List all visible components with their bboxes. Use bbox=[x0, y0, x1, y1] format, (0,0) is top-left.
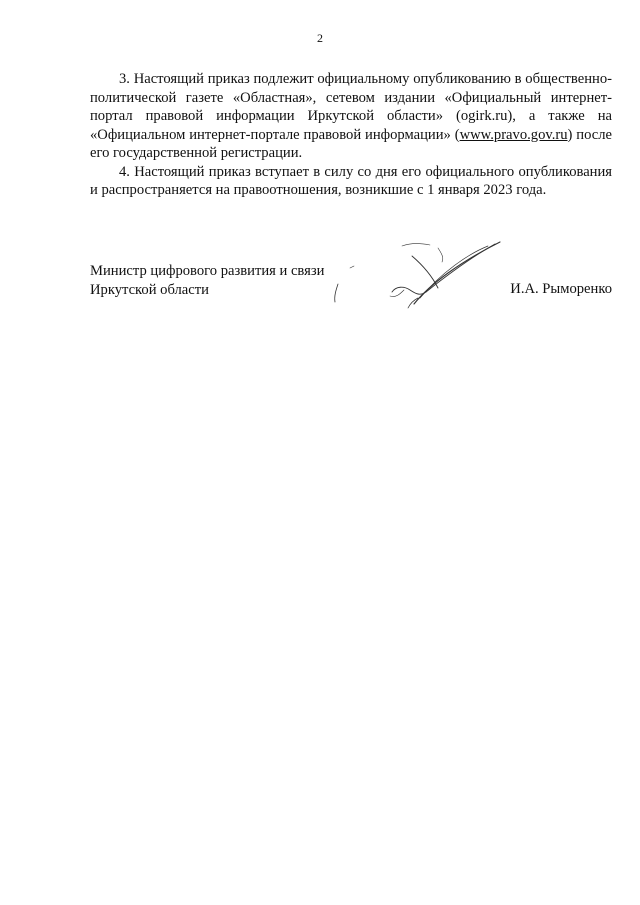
signatory-position bbox=[90, 262, 324, 299]
pravo-gov-link[interactable]: www.pravo.gov.ru bbox=[459, 126, 568, 143]
document-body bbox=[90, 70, 612, 200]
paragraph-4: 4. Настоящий приказ вступает в силу со дня его официального опубликования и распространяется на правоотношения, возникшие с 1 января 2023 года. bbox=[90, 163, 612, 198]
page-number: 2 bbox=[317, 31, 323, 45]
signatory-position-line-1: Министр цифрового развития и связи bbox=[90, 263, 325, 279]
signatory-name: И.А. Рыморенко bbox=[510, 281, 612, 297]
handwritten-signature bbox=[330, 232, 510, 314]
paragraph-3-text-start: 3. Настоящий приказ подлежит официальному опубликованию в общественно-политической газете «Областная», сетевом издании «Официальный интернет-портал правовой информации Иркутской области» (ogirk.ru), а также на «Официальном интернет-портале правовой информации» ( bbox=[90, 71, 612, 143]
paragraph-3-text-end: ) после его государственной регистрации. bbox=[90, 126, 612, 161]
paragraph-3 bbox=[90, 70, 612, 163]
signatory-position-line-2: Иркутской области bbox=[90, 281, 209, 298]
